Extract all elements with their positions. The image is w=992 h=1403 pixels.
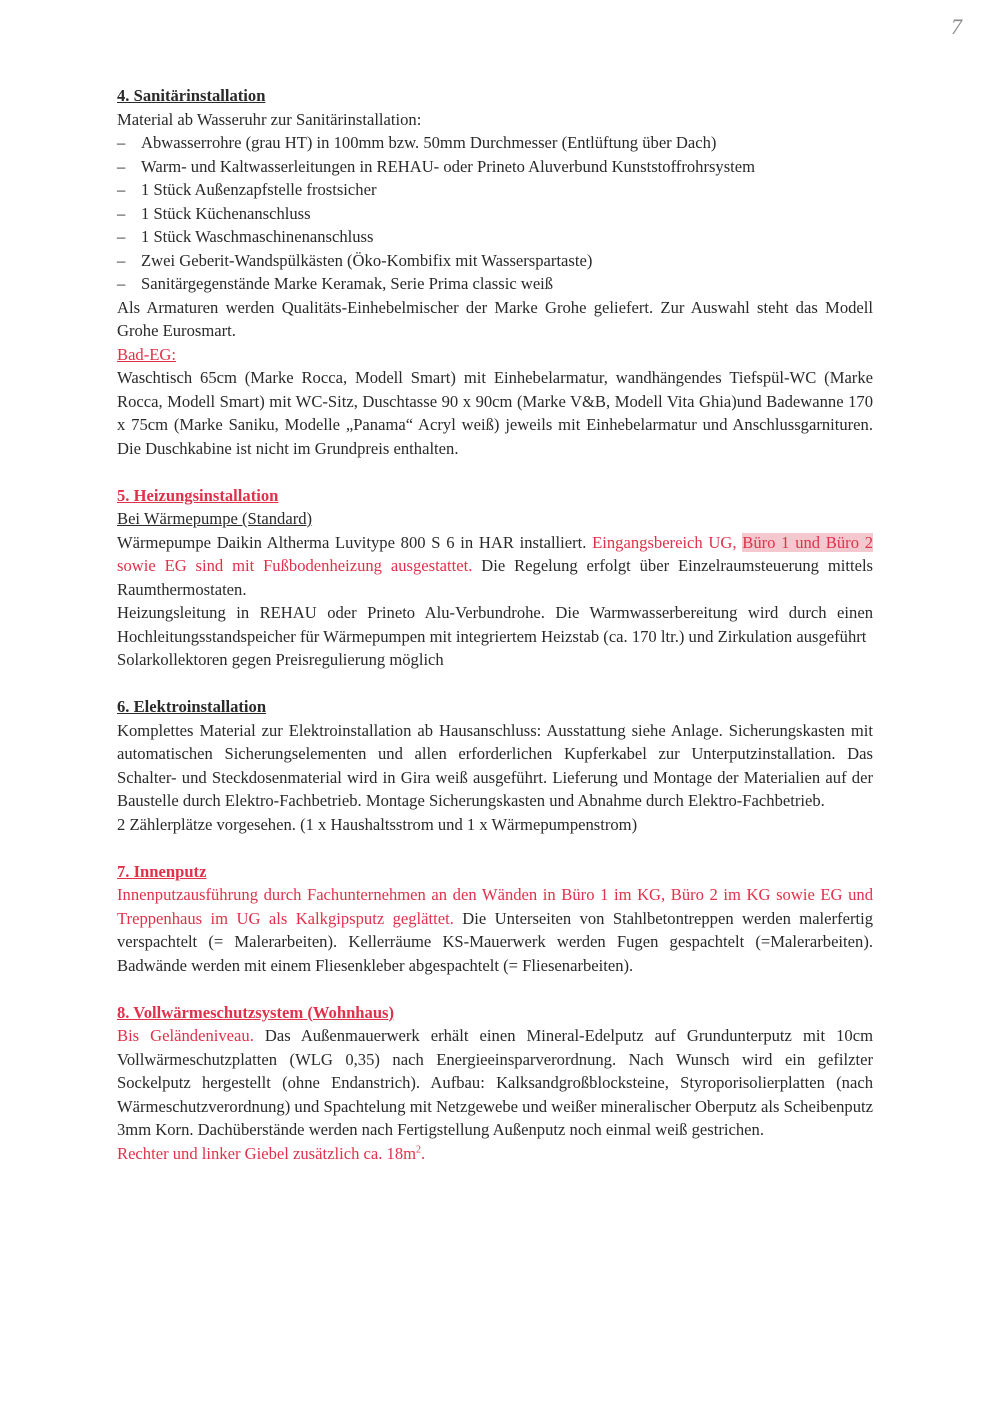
section-title: 8. Vollwärmeschutzsystem (Wohnhaus) bbox=[117, 1002, 395, 1022]
text-run-red: Rechter und linker Giebel zusätzlich ca. 18m bbox=[117, 1143, 417, 1163]
section-elektro bbox=[117, 695, 873, 836]
section-title: 7. Innenputz bbox=[117, 861, 207, 881]
section-innenputz bbox=[117, 860, 873, 978]
text-run: Die Regelung erfolgt über Einzelraumsteuerung mittels Raumthermostaten. bbox=[117, 556, 874, 599]
list-item: – Abwasserrohre (grau HT) in 100mm bzw. 50mm Durchmesser (Entlüftung über Dach) bbox=[117, 131, 873, 155]
section-title: 6. Elektroinstallation bbox=[117, 697, 267, 716]
superscript: 2 bbox=[416, 1143, 422, 1155]
bad-paragraph: Waschtisch 65cm (Marke Rocca, Modell Smart) mit Einhebelarmatur, wandhängendes Tiefspül-WC (Marke Rocca, Modell Smart) mit WC-Sitz, Duschtasse 90 x 90cm (Marke V&B, Modell Vita Ghia)und Badewanne 170 x 75cm (Marke Saniku, Modelle „Panama“ Acryl weiß) jeweils mit Einhebelarmatur und Anschlussgarnituren. Die Duschkabine ist nicht im Grundpreis enthalten. bbox=[117, 368, 873, 458]
section-title: 5. Heizungsinstallation bbox=[117, 485, 279, 505]
text-run-red: Bis Geländeniveau. bbox=[117, 1026, 254, 1045]
zaehler-paragraph: 2 Zählerplätze vorgesehen. (1 x Haushaltsstrom und 1 x Wärmepumpenstrom) bbox=[117, 814, 638, 834]
text-run-highlight: Büro 1 und Büro 2 bbox=[742, 532, 873, 552]
section-heizung bbox=[117, 484, 873, 672]
page-number: 7 bbox=[951, 14, 962, 39]
section-intro: Material ab Wasseruhr zur Sanitärinstallation: bbox=[117, 109, 422, 129]
text-run: Das Außenmauerwerk erhält einen Mineral-Edelputz auf Grundunterputz mit 10cm Vollwärmeschutzplatten (WLG 0,35) nach Energieeinsparverordnung. Nach Wunsch wird ein gefilzter Sockelputz hergestellt (ohne Endanstrich). Aufbau: Kalksandgroßblocksteine, Styroporisolierplatten (nach Wärmeschutzverordnung) und Spachtelung mit Netzgewebe und weißer mineralischer Oberputz als Scheibenputz 3mm Korn. Dachüberstände werden nach Fertigstellung Außenputz noch einmal weiß gestrichen. bbox=[117, 1026, 873, 1139]
solar-paragraph: Solarkollektoren gegen Preisregulierung möglich bbox=[117, 650, 444, 669]
text-run-red: Eingangsbereich UG, bbox=[592, 532, 743, 552]
section-title: 4. Sanitärinstallation bbox=[117, 86, 266, 105]
list-item: – Sanitärgegenstände Marke Keramak, Serie Prima classic weiß bbox=[117, 272, 873, 296]
text-run: Die Unterseiten von Stahlbetontreppen werden malerfertig verspachtelt (= Malerarbeiten). Kellerräume KS-Mauerwerk werden Fugen gespachtelt (=Malerarbeiten). Badwände werden mit einem Fliesenkleber abgespachtelt (= Fliesenarbeiten). bbox=[117, 908, 873, 975]
text-run-red: . bbox=[421, 1143, 426, 1163]
section-vollwaermeschutz bbox=[117, 1001, 873, 1166]
bad-label: Bad-EG: bbox=[117, 344, 176, 364]
text-run-red: Innenputzausführung durch Fachunternehmen an den Wänden in Büro 1 im KG, Büro 2 im KG sowie EG und Treppenhaus im UG als Kalkgipsputz geglättet. bbox=[117, 885, 873, 928]
section-subtitle: Bei Wärmepumpe (Standard) bbox=[117, 509, 313, 528]
list-item: – Warm- und Kaltwasserleitungen in REHAU- oder Prineto Aluverbund Kunststoffrohrsystem bbox=[117, 155, 873, 179]
list-item: – 1 Stück Außenzapfstelle frostsicher bbox=[117, 178, 873, 202]
material-list bbox=[117, 131, 873, 296]
innenputz-paragraph bbox=[117, 883, 873, 977]
list-item: – 1 Stück Waschmaschinenanschluss bbox=[117, 225, 873, 249]
section-sanitaer bbox=[117, 84, 873, 460]
list-item: – 1 Stück Küchenanschluss bbox=[117, 202, 873, 226]
vws-paragraph bbox=[117, 1024, 873, 1142]
text-run-red: sowie EG sind mit Fußbodenheizung ausgestattet. bbox=[117, 556, 473, 575]
heizungsleitung-paragraph: Heizungsleitung in REHAU oder Prineto Alu-Verbundrohe. Die Warmwasserbereitung wird durch einen Hochleitungsstandspeicher für Wärmepumpen mit integriertem Heizstab (ca. 170 ltr.) und Zirkulation ausgeführt bbox=[117, 603, 873, 646]
giebel-paragraph bbox=[117, 1142, 873, 1166]
document-body bbox=[117, 84, 873, 1165]
text-run: Wärmepumpe Daikin Altherma Luvitype 800 S 6 in HAR installiert. bbox=[117, 532, 593, 552]
armaturen-paragraph: Als Armaturen werden Qualitäts-Einhebelmischer der Marke Grohe geliefert. Zur Auswahl steht das Modell Grohe Eurosmart. bbox=[117, 297, 873, 340]
list-item: – Zwei Geberit-Wandspülkästen (Öko-Kombifix mit Wasserspartaste) bbox=[117, 249, 873, 273]
heizung-paragraph bbox=[117, 531, 873, 602]
elektro-paragraph: Komplettes Material zur Elektroinstallation ab Hausanschluss: Ausstattung siehe Anlage. Sicherungskasten mit automatischen Sicherungselementen und allen erforderlichen Kupferkabel zur Unterputzinstallation. Das Schalter- und Steckdosenmaterial wird in Gira weiß ausgeführt. Lieferung und Montage der Materialien auf der Baustelle durch Elektro-Fachbetrieb. Montage Sicherungskasten und Abnahme durch Elektro-Fachbetrieb. bbox=[117, 720, 873, 810]
